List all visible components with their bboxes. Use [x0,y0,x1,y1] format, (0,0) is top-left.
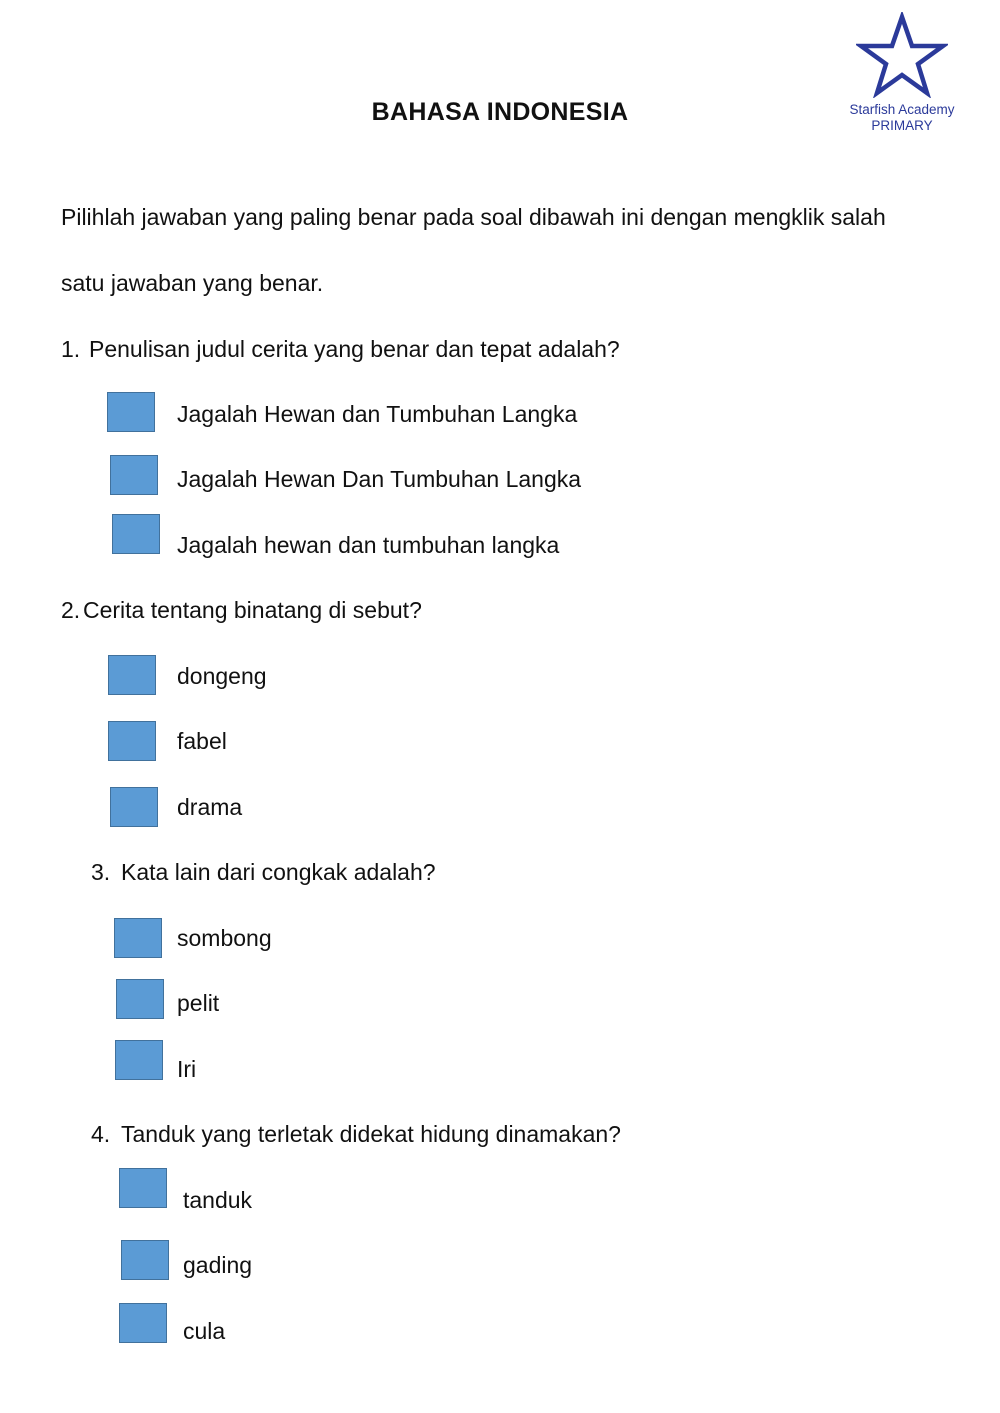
option-q1-b: Jagalah Hewan Dan Tumbuhan Langka [177,466,582,492]
answer-box-q2-c[interactable] [110,787,158,827]
option-q4-a: tanduk [183,1187,253,1213]
star-icon [856,12,948,98]
option-q4-b: gading [183,1252,253,1278]
answer-box-q2-a[interactable] [108,655,156,695]
answer-box-q2-b[interactable] [108,721,156,761]
answer-box-q4-a[interactable] [119,1168,167,1208]
answer-box-q4-b[interactable] [121,1240,169,1280]
logo-school-level: PRIMARY [871,118,933,133]
option-q2-c: drama [177,794,243,820]
question-1-number: 1. [61,336,81,362]
option-q1-c: Jagalah hewan dan tumbuhan langka [177,532,560,558]
option-q2-b: fabel [177,728,227,754]
question-4-text: Tanduk yang terletak didekat hidung dinamakan? [121,1121,621,1147]
question-2-number: 2. [61,597,81,623]
answer-box-q3-b[interactable] [116,979,164,1019]
question-2-text: Cerita tentang binatang di sebut? [83,597,422,623]
page-title: BAHASA INDONESIA [371,98,629,126]
instruction-line-2: satu jawaban yang benar. [61,270,324,296]
option-q2-a: dongeng [177,663,267,689]
school-logo [826,12,978,137]
option-q3-c: Iri [177,1056,197,1082]
option-q3-b: pelit [177,990,220,1016]
instruction-line-1: Pilihlah jawaban yang paling benar pada soal dibawah ini dengan mengklik salah [61,204,886,230]
option-q3-a: sombong [177,925,272,951]
answer-box-q3-a[interactable] [114,918,162,958]
question-1-text: Penulisan judul cerita yang benar dan tepat adalah? [89,336,620,362]
question-3-text: Kata lain dari congkak adalah? [121,859,436,885]
answer-box-q3-c[interactable] [115,1040,163,1080]
question-3-number: 3. [91,859,111,885]
answer-box-q1-a[interactable] [107,392,155,432]
answer-box-q4-c[interactable] [119,1303,167,1343]
logo-school-name: Starfish Academy [849,102,955,117]
option-q4-c: cula [183,1318,226,1344]
question-4-number: 4. [91,1121,111,1147]
option-q1-a: Jagalah Hewan dan Tumbuhan Langka [177,401,578,427]
answer-box-q1-c[interactable] [112,514,160,554]
answer-box-q1-b[interactable] [110,455,158,495]
